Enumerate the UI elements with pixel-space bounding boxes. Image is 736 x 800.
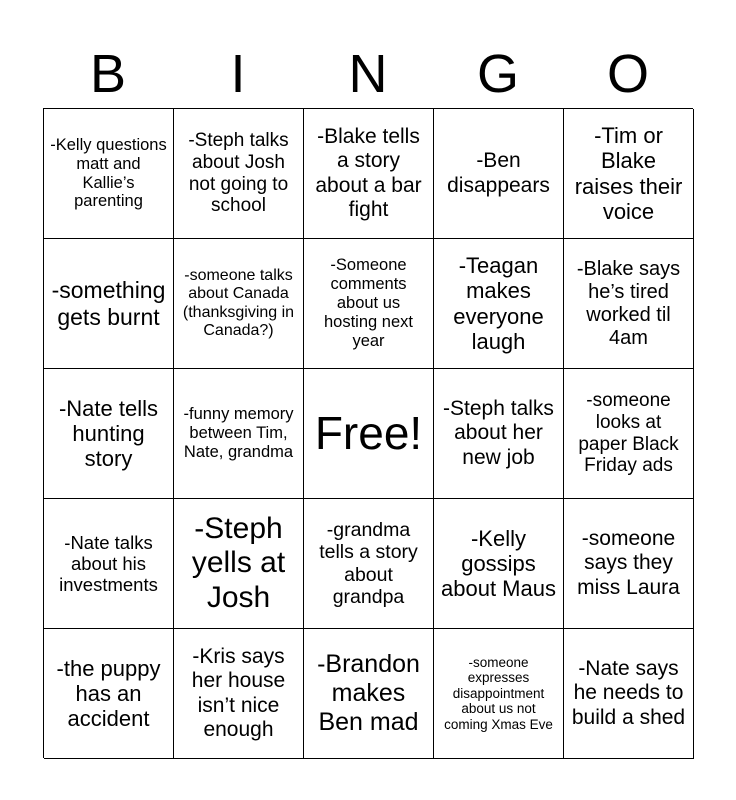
bingo-cell: -Steph yells at Josh <box>174 499 304 629</box>
bingo-cell: -Kelly gossips about Maus <box>434 499 564 629</box>
header-letter-g: G <box>476 44 519 104</box>
bingo-cell: -funny memory between Tim, Nate, grandma <box>174 369 304 499</box>
bingo-cell: -someone looks at paper Black Friday ads <box>564 369 694 499</box>
bingo-cell: -Steph talks about her new job <box>434 369 564 499</box>
bingo-cell: -something gets burnt <box>44 239 174 369</box>
bingo-cell: -Blake says he’s tired worked til 4am <box>564 239 694 369</box>
bingo-cell: -the puppy has an accident <box>44 629 174 759</box>
bingo-cell: -Someone comments about us hosting next year <box>304 239 434 369</box>
bingo-cell: -Blake tells a story about a bar fight <box>304 109 434 239</box>
bingo-grid <box>43 108 693 758</box>
bingo-cell: -someone talks about Canada (thanksgiving in Canada?) <box>174 239 304 369</box>
bingo-cell: -grandma tells a story about grandpa <box>304 499 434 629</box>
header-letter-i: I <box>230 44 246 104</box>
bingo-cell: -Kris says her house isn’t nice enough <box>174 629 304 759</box>
bingo-cell: -Ben disappears <box>434 109 564 239</box>
bingo-header <box>43 40 693 108</box>
bingo-cell: -Nate tells hunting story <box>44 369 174 499</box>
header-letter-b: B <box>89 44 127 104</box>
bingo-cell: -Tim or Blake raises their voice <box>564 109 694 239</box>
bingo-cell: -Teagan makes everyone laugh <box>434 239 564 369</box>
bingo-cell: -Brandon makes Ben mad <box>304 629 434 759</box>
bingo-cell: -Nate says he needs to build a shed <box>564 629 694 759</box>
bingo-cell: -Nate talks about his investments <box>44 499 174 629</box>
bingo-cell: -someone says they miss Laura <box>564 499 694 629</box>
bingo-cell: -Kelly questions matt and Kallie’s parenting <box>44 109 174 239</box>
header-letter-n: N <box>348 44 388 104</box>
free-space: Free! <box>304 369 434 499</box>
bingo-cell: -someone expresses disappointment about us not coming Xmas Eve <box>434 629 564 759</box>
header-letter-o: O <box>606 44 649 104</box>
bingo-cell: -Steph talks about Josh not going to school <box>174 109 304 239</box>
